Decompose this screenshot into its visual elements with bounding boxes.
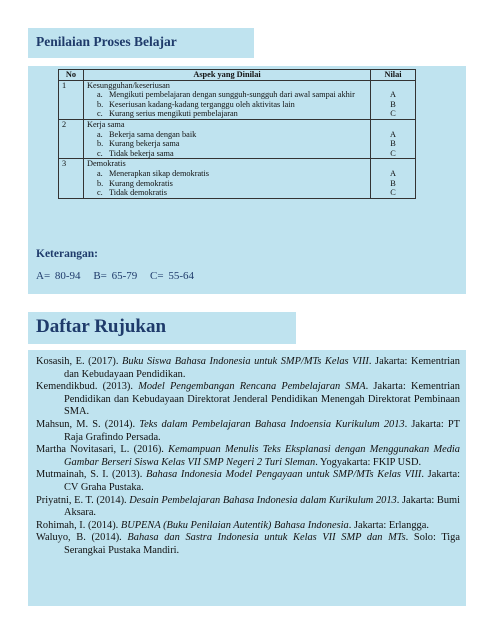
aspect-title: Kesungguhan/keseriusan bbox=[87, 80, 170, 90]
reference-item bbox=[36, 381, 460, 419]
aspect-cell bbox=[84, 80, 371, 119]
table-row bbox=[59, 159, 416, 198]
header-no: No bbox=[59, 70, 84, 81]
criterion-value: C bbox=[390, 109, 396, 119]
reference-author: Waluyo, B. (2014). bbox=[36, 532, 128, 544]
reference-publisher: . Jakarta: Erlangga. bbox=[348, 519, 429, 531]
value-cell bbox=[371, 159, 416, 198]
table-body bbox=[59, 80, 416, 198]
criterion-letter: a. bbox=[97, 168, 103, 178]
reference-title: Desain Pembelajaran Bahasa Indonesia dalam Kurikulum 2013 bbox=[129, 494, 397, 506]
reference-publisher: . Yogyakarta: FKIP USD. bbox=[315, 456, 422, 468]
criterion-text: Bekerja sama dengan baik bbox=[109, 129, 197, 139]
value-cell bbox=[371, 119, 416, 158]
criterion-text: Keseriusan kadang-kadang terganggu oleh aktivitas lain bbox=[109, 99, 295, 109]
reference-title: Buku Siswa Bahasa Indonesia untuk SMP/MTs Kelas VIII bbox=[122, 356, 369, 367]
reference-title: Bahasa dan Sastra Indonesia untuk Kelas VII SMP dan MTs bbox=[127, 532, 406, 544]
reference-title: Bahasa Indonesia Model Pengayaan untuk SMP/MTs Kelas VIII bbox=[146, 469, 422, 481]
aspect-criterion bbox=[87, 139, 367, 149]
reference-item bbox=[36, 444, 460, 469]
aspect-criterion bbox=[87, 109, 367, 119]
criterion-letter: c. bbox=[97, 109, 103, 119]
reference-publisher: . Jakarta: CV Graha Pustaka. bbox=[64, 469, 460, 493]
criterion-letter: b. bbox=[97, 178, 104, 188]
criterion-text: Kurang demokratis bbox=[109, 178, 173, 188]
reference-list bbox=[36, 356, 460, 558]
reference-item bbox=[36, 495, 460, 520]
row-number: 2 bbox=[59, 119, 84, 158]
legend-title: Keterangan: bbox=[36, 248, 98, 260]
references-panel bbox=[28, 350, 466, 606]
aspect-criterion bbox=[87, 130, 367, 140]
aspect-title: Kerja sama bbox=[87, 119, 125, 129]
criterion-value: C bbox=[390, 148, 396, 158]
reference-author: Kosasih, E. (2017). bbox=[36, 356, 123, 367]
reference-author: Kemendikbud. (2013). bbox=[36, 381, 139, 393]
aspect-criterion bbox=[87, 90, 367, 100]
criterion-value: B bbox=[390, 99, 396, 109]
reference-publisher: . Jakarta: Bumi Aksara. bbox=[64, 494, 461, 519]
legend-item: A= 80-94 bbox=[36, 270, 81, 282]
criterion-text: Kurang bekerja sama bbox=[109, 139, 180, 149]
aspect-criterion bbox=[87, 169, 367, 179]
references-title-box bbox=[28, 312, 296, 344]
reference-publisher: . Jakarta: PT Raja Grafindo Persada. bbox=[64, 418, 460, 443]
aspect-criterion bbox=[87, 179, 367, 189]
section-title: Penilaian Proses Belajar bbox=[36, 34, 177, 49]
criterion-value: A bbox=[390, 90, 396, 100]
criterion-text: Tidak demokratis bbox=[109, 188, 168, 198]
aspect-criterion bbox=[87, 188, 367, 198]
section-title-box bbox=[28, 28, 254, 58]
reference-author: Mutmainah, S. I. (2013). bbox=[36, 469, 147, 481]
table-row bbox=[59, 119, 416, 158]
assessment-table bbox=[58, 69, 416, 199]
legend-line bbox=[36, 270, 202, 282]
criterion-value: C bbox=[390, 188, 396, 198]
criterion-text: Kurang serius mengikuti pembelajaran bbox=[109, 109, 238, 119]
criterion-text: Mengikuti pembelajaran dengan sungguh-sungguh dari awal sampai akhir bbox=[109, 90, 355, 100]
table-header-row bbox=[59, 70, 416, 81]
aspect-criterion bbox=[87, 149, 367, 159]
row-number: 1 bbox=[59, 80, 84, 119]
criterion-letter: c. bbox=[97, 148, 103, 158]
aspect-cell bbox=[84, 119, 371, 158]
criterion-value: A bbox=[390, 168, 396, 178]
assessment-panel bbox=[28, 66, 466, 294]
reference-publisher: . Jakarta: Kementrian dan Kebudayaan Pendidikan. bbox=[64, 356, 460, 380]
aspect-title: Demokratis bbox=[87, 159, 126, 169]
reference-title: BUPENA (Buku Penilaian Autentik) Bahasa Indonesia bbox=[120, 519, 349, 531]
criterion-letter: b. bbox=[97, 99, 104, 109]
legend-item: C= 55-64 bbox=[150, 270, 194, 282]
reference-author: Mahsun, M. S. (2014). bbox=[36, 418, 140, 430]
criterion-value: A bbox=[390, 129, 396, 139]
reference-item bbox=[36, 356, 460, 381]
legend-item: B= 65-79 bbox=[93, 270, 138, 282]
criterion-letter: a. bbox=[97, 90, 103, 100]
references-title: Daftar Rujukan bbox=[36, 316, 167, 337]
row-number: 3 bbox=[59, 159, 84, 198]
criterion-text: Menerapkan sikap demokratis bbox=[109, 168, 209, 178]
reference-author: Martha Novitasari, L. (2016). bbox=[36, 444, 169, 456]
aspect-criterion bbox=[87, 100, 367, 110]
reference-title: Teks dalam Pembelajaran Bahasa Indoensia Kurikulum 2013 bbox=[139, 418, 405, 430]
header-value: Nilai bbox=[371, 70, 416, 81]
value-cell bbox=[371, 80, 416, 119]
reference-item bbox=[36, 469, 460, 494]
table-row bbox=[59, 80, 416, 119]
header-aspect: Aspek yang Dinilai bbox=[84, 70, 371, 81]
reference-item bbox=[36, 520, 460, 533]
reference-title: Kemampuan Menulis Teks Eksplanasi dengan Menggunakan Media Gambar Berseri Siswa Kelas VII SMP Negeri 2 Turi Sleman bbox=[64, 444, 460, 468]
reference-item bbox=[36, 532, 460, 557]
criterion-letter: c. bbox=[97, 188, 103, 198]
reference-item bbox=[36, 419, 460, 444]
reference-author: Rohimah, I. (2014). bbox=[36, 519, 121, 531]
reference-publisher: . Solo: Tiga Serangkai Pustaka Mandiri. bbox=[64, 532, 460, 556]
criterion-letter: b. bbox=[97, 139, 104, 149]
criterion-text: Tidak bekerja sama bbox=[109, 148, 174, 158]
aspect-cell bbox=[84, 159, 371, 198]
criterion-value: B bbox=[390, 178, 396, 188]
reference-title: Model Pengembangan Rencana Pembelajaran SMA bbox=[138, 381, 366, 393]
reference-publisher: . Jakarta: Kementrian Pendidikan dan Kebudayaan Direktorat Jenderal Pendidikan Menengah Direktorat Pembinaan SMA. bbox=[64, 381, 460, 418]
reference-author: Priyatni, E. T. (2014). bbox=[36, 494, 130, 506]
criterion-value: B bbox=[390, 139, 396, 149]
criterion-letter: a. bbox=[97, 129, 103, 139]
